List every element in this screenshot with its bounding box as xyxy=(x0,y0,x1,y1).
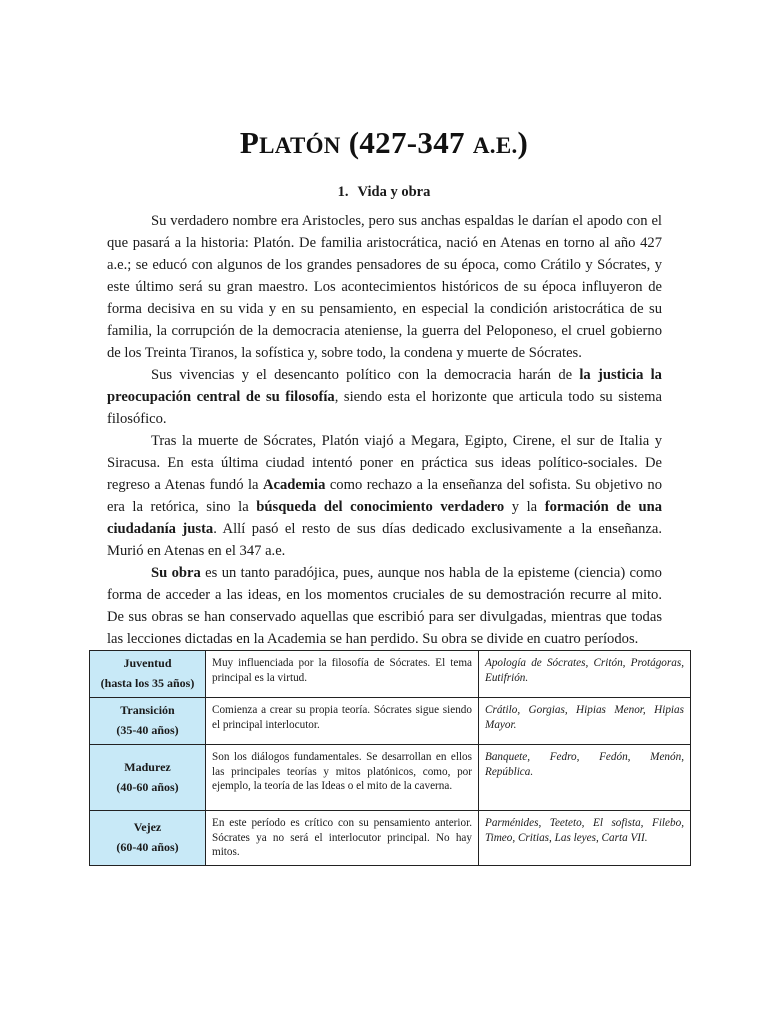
paragraph-2-text-a: Sus vivencias y el desencanto político con la democracia harán de xyxy=(151,367,580,383)
title-smallcaps: LATÓN xyxy=(259,133,341,158)
period-name: Juventud xyxy=(123,656,172,670)
paragraph-3 xyxy=(107,430,662,562)
paragraph-3-text-g: . Allí pasó el resto de sus días dedicado exclusivamente a la enseñanza. Murió en Atenas en el 347 a.e. xyxy=(107,521,663,559)
period-range: (60-40 años) xyxy=(116,839,179,854)
periods-table xyxy=(89,650,691,866)
page-title xyxy=(0,125,768,161)
paragraph-2-bold: la justicia la preocupación central de su filosofía xyxy=(107,367,662,405)
title-era: A.E. xyxy=(472,133,518,158)
section-number: 1. xyxy=(337,184,349,200)
period-range: (35-40 años) xyxy=(116,723,179,737)
paragraph-3-bold-busqueda: búsqueda del conocimiento verdadero xyxy=(256,499,505,515)
paragraph-3-text-e: y la xyxy=(504,499,545,515)
period-description: En este período es crítico con su pensamiento anterior. Sócrates ya no será el interlocutor principal. No hay mitos. xyxy=(206,811,479,866)
period-description: Comienza a crear su propia teoría. Sócrates sigue siendo el principal interlocutor. xyxy=(206,698,479,745)
title-close: ) xyxy=(517,125,529,160)
paragraph-4-bold: Su obra xyxy=(151,565,201,581)
period-label-cell xyxy=(90,651,206,698)
period-description: Muy influenciada por la filosofía de Sócrates. El tema principal es la virtud. xyxy=(206,651,479,698)
period-label-cell xyxy=(90,698,206,745)
title-years: (427-347 xyxy=(340,125,473,160)
period-description: Son los diálogos fundamentales. Se desarrollan en ellos las principales teorías y mitos platónicos, como, por ejemplo, la teoría de las Ideas o el mito de la caverna. xyxy=(206,745,479,811)
title-first-letter: P xyxy=(239,125,260,160)
body-text xyxy=(107,210,662,650)
period-name: Transición xyxy=(120,703,175,717)
paragraph-2 xyxy=(107,364,662,430)
paragraph-1: Su verdadero nombre era Aristocles, pero sus anchas espaldas le darían el apodo con el que pasará a la historia: Platón. De familia aristocrática, nació en Atenas en torno al año 427 a.e.; se educó con algunos de los grandes pensadores de su época, como Crátilo y Sócrates, y este último será su gran maestro. Los acontecimientos históricos de su época influyeron de forma decisiva en su vida y en su pensamiento, en especial la condición aristocrática de su familia, la corrupción de la democracia ateniense, la guerra del Peloponeso, el cruel gobierno de los Treinta Tiranos, la sofística y, sobre todo, la condena y muerte de Sócrates. xyxy=(107,213,662,361)
table-row xyxy=(90,698,691,745)
table-row xyxy=(90,811,691,866)
period-range: (40-60 años) xyxy=(116,779,179,794)
paragraph-3-text-a: Tras la muerte de Sócrates, Platón viajó a Megara, Egipto, Cirene, el sur de Italia y Siracusa. En esta última ciudad intentó poner en práctica sus ideas político-sociales. De regreso a Atenas fundó la xyxy=(107,433,662,493)
paragraph-3-text-c: como rechazo a la enseñanza del sofista. Su objetivo no era la retórica, sino la xyxy=(107,477,662,515)
period-works: Apología de Sócrates, Critón, Protágoras, Eutifrión. xyxy=(479,651,691,698)
period-label-cell xyxy=(90,811,206,866)
period-works: Banquete, Fedro, Fedón, Menón, República. xyxy=(479,745,691,811)
period-name: Vejez xyxy=(133,819,162,834)
period-range: (hasta los 35 años) xyxy=(100,676,195,690)
section-label: Vida y obra xyxy=(357,184,431,200)
period-works: Crátilo, Gorgias, Hipias Menor, Hipias Mayor. xyxy=(479,698,691,745)
paragraph-4 xyxy=(107,562,662,650)
period-label-cell xyxy=(90,745,206,811)
period-name: Madurez xyxy=(124,759,171,774)
table-row xyxy=(90,651,691,698)
paragraph-3-bold-academia: Academia xyxy=(262,477,326,493)
paragraph-4-text-b: es un tanto paradójica, pues, aunque nos habla de la episteme (ciencia) como forma de acceder a las ideas, en los momentos cruciales de su demostración recurre al mito. De sus obras se han conservado aquellas que escribió para ser divulgadas, mientras que todas las lecciones dictadas en la Academia se han perdido. Su obra se divide en cuatro períodos. xyxy=(107,565,662,647)
table-row xyxy=(90,745,691,811)
period-works: Parménides, Teeteto, El sofista, Filebo, Timeo, Critias, Las leyes, Carta VII. xyxy=(479,811,691,866)
paragraph-2-text-c: , siendo esta el horizonte que articula todo su sistema filosófico. xyxy=(107,389,662,427)
paragraph-3-bold-formacion: formación de una ciudadanía justa xyxy=(107,499,663,537)
section-heading xyxy=(0,184,768,201)
